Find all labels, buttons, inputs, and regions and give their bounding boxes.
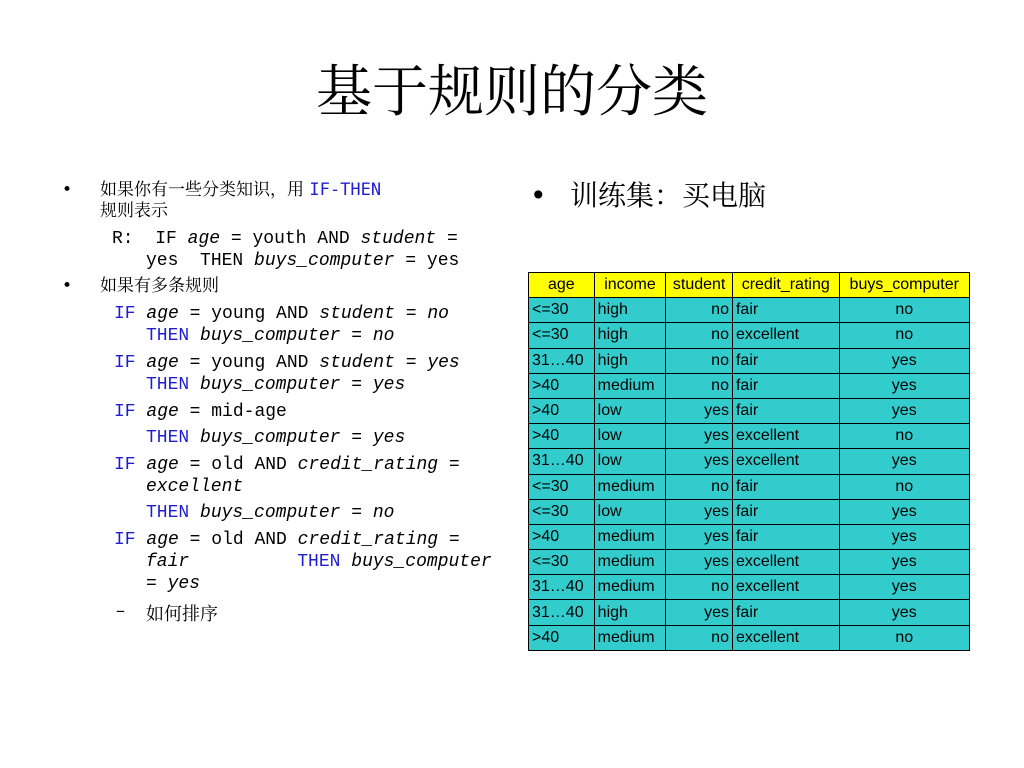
rule-out-val: = yes	[351, 375, 406, 395]
cell-buys-computer: yes	[839, 373, 970, 398]
cell-age: >40	[529, 398, 595, 423]
rule-attr2: student	[319, 353, 395, 373]
cell-age: >40	[529, 424, 595, 449]
rule-if: IF	[114, 402, 136, 422]
cell-age: 31…40	[529, 348, 595, 373]
cell-student: no	[666, 575, 733, 600]
rule-cond-end: = no	[405, 304, 449, 324]
bullet-multi-rules	[60, 276, 500, 297]
rule-r-attr-buys: buys_computer	[254, 251, 395, 271]
rule-attr2: credit_rating	[297, 530, 439, 550]
cell-buys-computer: yes	[839, 575, 970, 600]
table-row	[529, 524, 970, 549]
rule-r-if: IF	[155, 229, 177, 249]
header-age: age	[529, 273, 595, 298]
cell-credit-rating: excellent	[732, 550, 839, 575]
table-header-row	[529, 273, 970, 298]
rule-r	[112, 228, 500, 272]
cell-income: low	[594, 449, 666, 474]
table-row	[529, 550, 970, 575]
rule-cond-cont: excellent	[146, 477, 244, 497]
cell-income: high	[594, 298, 666, 323]
cell-age: <=30	[529, 323, 595, 348]
cell-buys-computer: no	[839, 323, 970, 348]
rule-attr: age	[146, 455, 179, 475]
rule-out-val: = no	[351, 326, 395, 346]
rule-out-val: = no	[351, 503, 395, 523]
cell-buys-computer: no	[839, 625, 970, 650]
cell-buys-computer: yes	[839, 524, 970, 549]
cell-buys-computer: yes	[839, 600, 970, 625]
cell-income: medium	[594, 474, 666, 499]
cell-buys-computer: yes	[839, 398, 970, 423]
bullet1-text: 如果你有一些分类知识，用	[100, 180, 310, 200]
rule-item	[114, 303, 500, 347]
rule-attr2: student	[319, 304, 395, 324]
cell-age: >40	[529, 373, 595, 398]
rule-attr: age	[146, 304, 179, 324]
table-row	[529, 348, 970, 373]
rule-then: THEN	[146, 326, 190, 346]
rule-attr: age	[146, 530, 179, 550]
cell-age: 31…40	[529, 600, 595, 625]
rule-r-attr-age: age	[187, 229, 221, 249]
cell-credit-rating: excellent	[732, 575, 839, 600]
cell-student: yes	[666, 550, 733, 575]
cell-student: no	[666, 323, 733, 348]
cell-credit-rating: excellent	[732, 625, 839, 650]
rule-cond-end: = yes	[405, 353, 460, 373]
cell-age: <=30	[529, 499, 595, 524]
cell-student: no	[666, 625, 733, 650]
header-buys-computer: buys_computer	[839, 273, 970, 298]
rule-list	[114, 303, 500, 595]
cell-age: <=30	[529, 550, 595, 575]
rule-if: IF	[114, 455, 136, 475]
rule-out-attr: buys_computer	[200, 428, 341, 448]
cell-credit-rating: excellent	[732, 323, 839, 348]
training-set-label: 训练集：买电脑	[570, 179, 767, 212]
cell-credit-rating: fair	[732, 373, 839, 398]
table-row	[529, 625, 970, 650]
header-credit-rating: credit_rating	[732, 273, 839, 298]
cell-credit-rating: fair	[732, 298, 839, 323]
rule-then: THEN	[146, 503, 190, 523]
rule-cond: = young AND	[189, 304, 309, 324]
rule-if: IF	[114, 304, 136, 324]
cell-credit-rating: fair	[732, 600, 839, 625]
rule-if: IF	[114, 530, 136, 550]
rule-attr: age	[146, 353, 179, 373]
cell-income: medium	[594, 524, 666, 549]
cell-buys-computer: no	[839, 424, 970, 449]
rule-r-out: = yes	[405, 251, 460, 271]
rule-out-attr: buys_computer	[200, 375, 341, 395]
training-table	[528, 272, 970, 651]
sub-bullet-text: 如何排序	[146, 604, 218, 625]
bullet-dot: •	[62, 276, 73, 296]
if-then-keyword: IF-THEN	[309, 180, 382, 200]
rule-cond-end: =	[448, 455, 460, 475]
rule-r-label: R:	[112, 229, 134, 249]
rule-cond-cont: fair	[146, 552, 190, 572]
cell-student: yes	[666, 499, 733, 524]
cell-buys-computer: no	[839, 298, 970, 323]
cell-credit-rating: excellent	[732, 424, 839, 449]
rule-out-val: = yes	[146, 574, 201, 594]
cell-credit-rating: excellent	[732, 449, 839, 474]
bullet-if-then	[60, 180, 500, 222]
cell-student: no	[666, 474, 733, 499]
table-row	[529, 499, 970, 524]
cell-buys-computer: yes	[839, 499, 970, 524]
table-row	[529, 424, 970, 449]
training-set-heading	[530, 178, 766, 214]
cell-student: yes	[666, 524, 733, 549]
rule-out-attr: buys_computer	[200, 326, 341, 346]
cell-age: >40	[529, 524, 595, 549]
cell-age: <=30	[529, 298, 595, 323]
cell-credit-rating: fair	[732, 398, 839, 423]
bullet-dot: •	[530, 179, 547, 212]
bullet1-line2: 规则表示	[100, 201, 168, 221]
cell-income: low	[594, 398, 666, 423]
rule-cond: = old AND	[189, 455, 287, 475]
cell-income: medium	[594, 373, 666, 398]
rule-item	[114, 352, 500, 396]
bullet2-text: 如果有多条规则	[100, 276, 219, 296]
bullet-dot: •	[62, 180, 73, 200]
cell-student: yes	[666, 449, 733, 474]
cell-income: low	[594, 499, 666, 524]
rule-item	[114, 529, 500, 595]
sub-bullet-dash: –	[116, 600, 125, 621]
rule-item	[114, 454, 500, 524]
table-body	[529, 298, 970, 651]
cell-student: no	[666, 298, 733, 323]
rule-out-attr: buys_computer	[200, 503, 341, 523]
table-row	[529, 575, 970, 600]
cell-income: high	[594, 323, 666, 348]
rule-then: THEN	[297, 552, 341, 572]
table-row	[529, 449, 970, 474]
rule-attr: age	[146, 402, 179, 422]
cell-credit-rating: fair	[732, 499, 839, 524]
cell-age: >40	[529, 625, 595, 650]
table-row	[529, 474, 970, 499]
cell-student: no	[666, 348, 733, 373]
cell-income: medium	[594, 550, 666, 575]
cell-credit-rating: fair	[732, 524, 839, 549]
cell-buys-computer: yes	[839, 449, 970, 474]
rule-r-attr-student: student	[360, 229, 437, 249]
table-row	[529, 373, 970, 398]
cell-buys-computer: yes	[839, 550, 970, 575]
cell-student: yes	[666, 424, 733, 449]
cell-student: yes	[666, 398, 733, 423]
cell-credit-rating: fair	[732, 474, 839, 499]
cell-income: medium	[594, 575, 666, 600]
rule-r-val: yes	[146, 251, 179, 271]
cell-age: 31…40	[529, 449, 595, 474]
rule-cond: = young AND	[189, 353, 309, 373]
rule-r-then: THEN	[200, 251, 244, 271]
cell-age: 31…40	[529, 575, 595, 600]
rule-if: IF	[114, 353, 136, 373]
rule-r-eq: =	[446, 229, 458, 249]
cell-income: medium	[594, 625, 666, 650]
rule-out-val: = yes	[351, 428, 406, 448]
left-column	[60, 180, 500, 626]
header-income: income	[594, 273, 666, 298]
rule-r-cond1: = youth AND	[230, 229, 350, 249]
rule-then: THEN	[146, 375, 190, 395]
rule-cond: = mid-age	[189, 402, 287, 422]
rule-then: THEN	[146, 428, 190, 448]
table-row	[529, 298, 970, 323]
cell-credit-rating: fair	[732, 348, 839, 373]
table-row	[529, 323, 970, 348]
cell-buys-computer: no	[839, 474, 970, 499]
rule-attr2: credit_rating	[297, 455, 439, 475]
cell-student: no	[666, 373, 733, 398]
sub-bullet-ordering	[116, 600, 500, 626]
rule-cond-end: =	[448, 530, 460, 550]
table-row	[529, 398, 970, 423]
slide-title: 基于规则的分类	[316, 60, 708, 125]
cell-income: high	[594, 600, 666, 625]
cell-student: yes	[666, 600, 733, 625]
rule-out-attr: buys_computer	[351, 552, 492, 572]
cell-buys-computer: yes	[839, 348, 970, 373]
rule-cond: = old AND	[189, 530, 287, 550]
cell-income: low	[594, 424, 666, 449]
cell-income: high	[594, 348, 666, 373]
table-row	[529, 600, 970, 625]
rule-item	[114, 401, 500, 449]
header-student: student	[666, 273, 733, 298]
cell-age: <=30	[529, 474, 595, 499]
